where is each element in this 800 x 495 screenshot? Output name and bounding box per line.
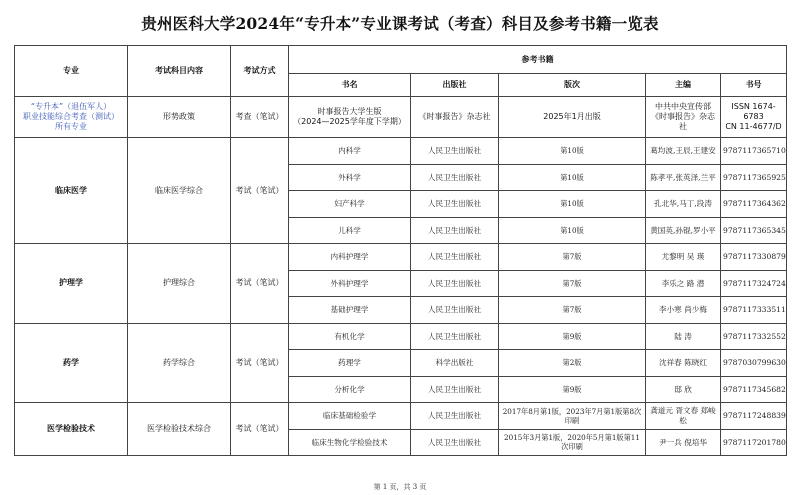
book-edition: 第10版: [499, 164, 646, 191]
book-publisher: 人民卫生出版社: [411, 164, 499, 191]
politics-book: [289, 97, 411, 138]
header-isbn: 书号: [721, 74, 787, 97]
book-name: 内科护理学: [289, 244, 411, 271]
group-major: 临床医学: [15, 138, 128, 244]
group-method: 考试（笔试）: [231, 323, 289, 403]
politics-subject: 形势政策: [128, 97, 231, 138]
book-edition: 第9版: [499, 376, 646, 403]
header-ref-books: 参考书籍: [289, 46, 787, 74]
group-subject: 护理综合: [128, 244, 231, 324]
politics-isbn-line: ISSN 1674-6783: [731, 102, 776, 121]
group-major: 医学检验技术: [15, 403, 128, 456]
reference-table: [14, 45, 787, 456]
group-major: 护理学: [15, 244, 128, 324]
book-publisher: 人民卫生出版社: [411, 297, 499, 324]
politics-isbn: [721, 97, 787, 138]
book-name: 分析化学: [289, 376, 411, 403]
book-editor: 黄国英,孙锟,罗小平: [646, 217, 721, 244]
book-isbn: 9787117365710: [721, 138, 787, 165]
book-publisher: 人民卫生出版社: [411, 429, 499, 456]
politics-publisher: 《时事报告》杂志社: [411, 97, 499, 138]
book-isbn: 9787117333511: [721, 297, 787, 324]
politics-major-line: 所有专业: [55, 122, 87, 131]
book-editor: 尹一兵 倪培华: [646, 429, 721, 456]
table-row: [15, 138, 787, 165]
politics-book-line: 时事报告大学生版: [317, 107, 382, 116]
book-name: 药理学: [289, 350, 411, 377]
book-editor: 陈孝平,张英泽,兰平: [646, 164, 721, 191]
book-isbn: 9787117248839: [721, 403, 787, 430]
page-title: 贵州医科大学2024年“专升本”专业课考试（考查）科目及参考书籍一览表: [141, 14, 659, 33]
book-edition: 第2版: [499, 350, 646, 377]
header-major: 专业: [15, 46, 128, 97]
page-footer: 第 1 页，共 3 页: [373, 483, 427, 491]
book-isbn: 9787030799630: [721, 350, 787, 377]
book-name: 儿科学: [289, 217, 411, 244]
header-publisher: 出版社: [411, 74, 499, 97]
book-edition: 2017年8月第1版，2023年7月第1版第8次印刷: [499, 403, 646, 430]
group-subject: 医学检验技术综合: [128, 403, 231, 456]
book-editor: 李乐之 路 潜: [646, 270, 721, 297]
book-publisher: 人民卫生出版社: [411, 138, 499, 165]
book-publisher: 人民卫生出版社: [411, 217, 499, 244]
book-name: 内科学: [289, 138, 411, 165]
group-method: 考试（笔试）: [231, 244, 289, 324]
book-name: 妇产科学: [289, 191, 411, 218]
politics-isbn-line: CN 11-4677/D: [725, 122, 782, 131]
book-editor: 李小寒 尚少梅: [646, 297, 721, 324]
group-major: 药学: [15, 323, 128, 403]
politics-major: [15, 97, 128, 138]
book-isbn: 9787117365925: [721, 164, 787, 191]
book-name: 临床生物化学检验技术: [289, 429, 411, 456]
politics-major-line: “专升本”（退伍军人）: [30, 102, 112, 111]
politics-method: 考查（笔试）: [231, 97, 289, 138]
book-publisher: 人民卫生出版社: [411, 403, 499, 430]
book-edition: 第9版: [499, 323, 646, 350]
header-subject: 考试科目内容: [128, 46, 231, 97]
book-edition: 第10版: [499, 138, 646, 165]
book-editor: 尤黎明 吴 瑛: [646, 244, 721, 271]
book-edition: 第7版: [499, 297, 646, 324]
table-row: [15, 323, 787, 350]
book-editor: 葛均波,王辰,王建安: [646, 138, 721, 165]
book-publisher: 人民卫生出版社: [411, 244, 499, 271]
book-publisher: 科学出版社: [411, 350, 499, 377]
book-name: 临床基础检验学: [289, 403, 411, 430]
group-method: 考试（笔试）: [231, 403, 289, 456]
table-row: [15, 97, 787, 138]
book-name: 有机化学: [289, 323, 411, 350]
politics-editor: [646, 97, 721, 138]
book-isbn: 9787117201780: [721, 429, 787, 456]
book-editor: 龚道元 胥文春 郑峻松: [646, 403, 721, 430]
book-name: 外科学: [289, 164, 411, 191]
group-method: 考试（笔试）: [231, 138, 289, 244]
book-publisher: 人民卫生出版社: [411, 270, 499, 297]
book-name: 基础护理学: [289, 297, 411, 324]
header-book-name: 书名: [289, 74, 411, 97]
book-editor: 邸 欣: [646, 376, 721, 403]
book-edition: 2015年3月第1版，2020年5月第1版第11次印刷: [499, 429, 646, 456]
book-isbn: 9787117324724: [721, 270, 787, 297]
politics-editor-line: 《时事报告》杂志社: [651, 112, 715, 131]
book-isbn: 9787117345682: [721, 376, 787, 403]
book-isbn: 9787117330879: [721, 244, 787, 271]
book-edition: 第7版: [499, 270, 646, 297]
politics-major-line: 职业技能综合考查（测试）: [23, 112, 119, 121]
header-editor: 主编: [646, 74, 721, 97]
book-isbn: 9787117365345: [721, 217, 787, 244]
book-editor: 陆 涛: [646, 323, 721, 350]
header-method: 考试方式: [231, 46, 289, 97]
politics-edition: 2025年1月出版: [499, 97, 646, 138]
book-isbn: 9787117364362: [721, 191, 787, 218]
book-editor: 沈祥春 陈晓红: [646, 350, 721, 377]
book-publisher: 人民卫生出版社: [411, 376, 499, 403]
header-edition: 版次: [499, 74, 646, 97]
book-publisher: 人民卫生出版社: [411, 191, 499, 218]
book-edition: 第10版: [499, 217, 646, 244]
group-subject: 药学综合: [128, 323, 231, 403]
table-row: [15, 244, 787, 271]
book-edition: 第7版: [499, 244, 646, 271]
politics-book-line: （2024—2025学年度下学期）: [293, 117, 406, 126]
book-edition: 第10版: [499, 191, 646, 218]
group-subject: 临床医学综合: [128, 138, 231, 244]
book-publisher: 人民卫生出版社: [411, 323, 499, 350]
book-editor: 孔北华,马丁,段涛: [646, 191, 721, 218]
book-name: 外科护理学: [289, 270, 411, 297]
politics-editor-line: 中共中央宣传部: [655, 102, 711, 111]
book-isbn: 9787117332552: [721, 323, 787, 350]
table-row: [15, 403, 787, 430]
